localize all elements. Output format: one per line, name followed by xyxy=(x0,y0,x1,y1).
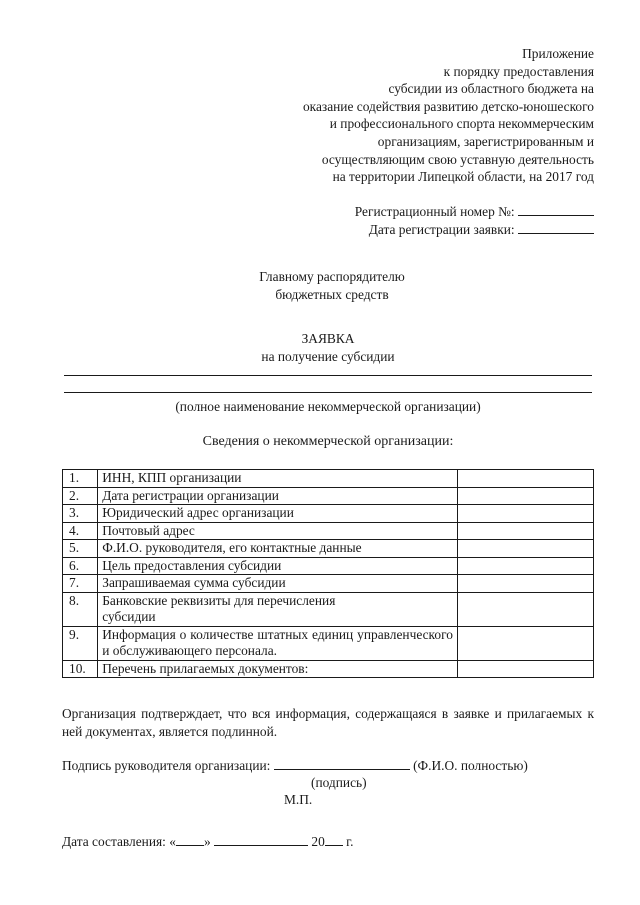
row-number: 9. xyxy=(63,626,98,660)
stamp-place: М.П. xyxy=(284,792,313,807)
row-number: 10. xyxy=(63,660,98,678)
table-row xyxy=(63,470,594,488)
confirmation-text: Организация подтверждает, что вся информация, содержащаяся в заявке и прилагаемых к ней документах, является подлинной. xyxy=(62,706,594,739)
appendix-line: субсидии из областного бюджета на xyxy=(388,81,594,97)
row-value-cell[interactable] xyxy=(457,592,593,626)
row-label: Юридический адрес организации xyxy=(98,505,458,523)
date-day-field[interactable] xyxy=(176,833,204,846)
row-label: Дата регистрации организации xyxy=(98,487,458,505)
row-value-cell[interactable] xyxy=(457,575,593,593)
table-row xyxy=(63,505,594,523)
row-label: Банковские реквизиты для перечисления субсидии xyxy=(98,592,458,626)
date-year-field[interactable] xyxy=(325,833,343,846)
table-row xyxy=(63,592,594,626)
table-row xyxy=(63,575,594,593)
title-main: ЗАЯВКА xyxy=(301,331,355,346)
org-name-line-2[interactable] xyxy=(64,392,592,393)
row-label: ИНН, КПП организации xyxy=(98,470,458,488)
registration-date-field[interactable] xyxy=(518,221,594,234)
appendix-line: и профессионального спорта некоммерческим xyxy=(329,116,594,132)
row-number: 6. xyxy=(63,557,98,575)
registration-number-label: Регистрационный номер №: xyxy=(354,204,515,219)
row-number: 8. xyxy=(63,592,98,626)
row-number: 7. xyxy=(63,575,98,593)
row-number: 4. xyxy=(63,522,98,540)
appendix-line: на территории Липецкой области, на 2017 год xyxy=(332,169,594,185)
registration-number-field[interactable] xyxy=(518,203,594,216)
date-month-field[interactable] xyxy=(214,833,308,846)
date-line xyxy=(62,833,353,851)
org-name-line-1[interactable] xyxy=(64,375,592,376)
registration-date-label: Дата регистрации заявки: xyxy=(368,221,515,237)
signature-name-hint: (Ф.И.О. полностью) xyxy=(413,758,528,773)
row-value-cell[interactable] xyxy=(457,660,593,678)
row-value-cell[interactable] xyxy=(457,557,593,575)
row-label: Информация о количестве штатных единиц управленческого и обслуживающего персонала. xyxy=(98,626,458,660)
table-row xyxy=(63,660,594,678)
registration-block xyxy=(355,203,594,238)
addressee-line: Главному распорядителю xyxy=(259,269,405,284)
table-row xyxy=(63,557,594,575)
table-row xyxy=(63,487,594,505)
signature-label: Подпись руководителя организации: xyxy=(62,758,271,773)
row-value-cell[interactable] xyxy=(457,626,593,660)
addressee-line: бюджетных средств xyxy=(275,286,389,302)
title-sub: на получение субсидии xyxy=(261,348,395,364)
date-year-prefix: 20 xyxy=(311,834,325,849)
signature-line xyxy=(62,757,528,775)
table-row xyxy=(63,540,594,558)
table-row xyxy=(63,626,594,660)
appendix-line: Приложение xyxy=(522,46,594,61)
row-label: Цель предоставления субсидии xyxy=(98,557,458,575)
row-label: Почтовый адрес xyxy=(98,522,458,540)
document-title xyxy=(0,330,640,365)
row-value-cell[interactable] xyxy=(457,522,593,540)
row-number: 5. xyxy=(63,540,98,558)
row-label: Запрашиваемая сумма субсидии xyxy=(98,575,458,593)
row-label: Перечень прилагаемых документов: xyxy=(98,660,458,678)
registration-date-line xyxy=(355,221,594,239)
row-value-cell[interactable] xyxy=(457,487,593,505)
registration-number-line xyxy=(355,203,594,221)
row-value-cell[interactable] xyxy=(457,470,593,488)
addressee xyxy=(0,268,640,303)
row-number: 2. xyxy=(63,487,98,505)
table-row xyxy=(63,522,594,540)
row-value-cell[interactable] xyxy=(457,505,593,523)
org-name-caption: (полное наименование некоммерческой организации) xyxy=(175,399,481,414)
row-value-cell[interactable] xyxy=(457,540,593,558)
row-number: 1. xyxy=(63,470,98,488)
row-label: Ф.И.О. руководителя, его контактные данные xyxy=(98,540,458,558)
date-year-suffix: г. xyxy=(346,834,354,849)
date-label: Дата составления: « xyxy=(62,834,176,849)
info-heading: Сведения о некоммерческой организации: xyxy=(202,434,454,449)
signature-hint: (подпись) xyxy=(311,775,367,790)
row-number: 3. xyxy=(63,505,98,523)
appendix-header xyxy=(264,45,594,186)
appendix-line: организациям, зарегистрированным и xyxy=(377,133,594,149)
org-info-table xyxy=(62,469,594,678)
appendix-line: осуществляющим свою уставную деятельность xyxy=(321,151,594,167)
signature-field[interactable] xyxy=(274,757,410,770)
appendix-line: к порядку предоставления xyxy=(443,63,594,79)
date-close-quote: » xyxy=(203,834,211,849)
appendix-line: оказание содействия развитию детско-юношеского xyxy=(302,98,594,114)
